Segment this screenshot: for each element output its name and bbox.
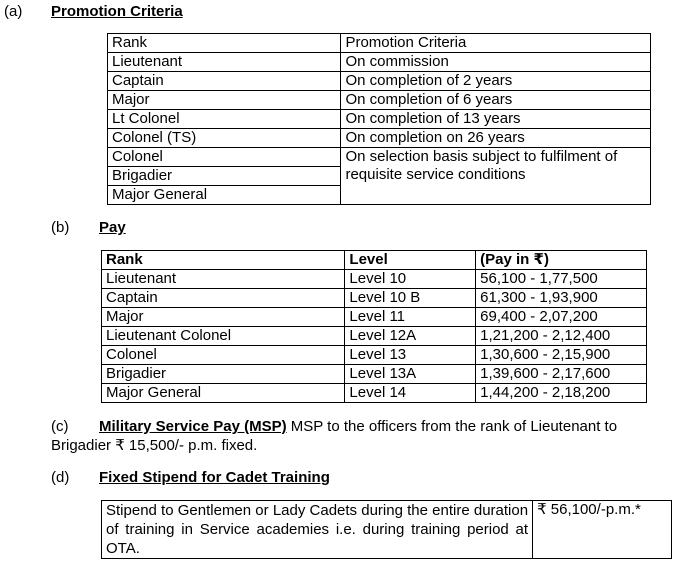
rank-cell: Lieutenant Colonel [102,327,345,346]
rank-cell: Major [108,91,341,110]
section-c-line2: Brigadier ₹ 15,500/- p.m. fixed. [51,437,258,454]
rank-cell: Brigadier [102,365,345,384]
pay-cell: 1,21,200 - 2,12,400 [476,327,647,346]
level-cell: Level 10 [345,270,476,289]
rank-cell: Lieutenant [102,270,345,289]
pay-cell: 1,39,600 - 2,17,600 [476,365,647,384]
table-row [108,53,651,72]
table-row [102,270,647,289]
level-cell: Level 13 [345,346,476,365]
table-row [108,91,651,110]
stipend-table [101,500,672,559]
table-row [102,327,647,346]
criteria-cell: On completion of 6 years [341,91,651,110]
section-b-marker: (b) [51,219,70,236]
criteria-cell: On completion of 2 years [341,72,651,91]
header-cell: Level [345,251,476,270]
pay-cell: 1,44,200 - 2,18,200 [476,384,647,403]
table-row [102,289,647,308]
table-row [102,501,672,559]
table-header-row [108,34,651,53]
rank-cell: Colonel [102,346,345,365]
pay-cell: 1,30,600 - 2,15,900 [476,346,647,365]
table-row [108,129,651,148]
level-cell: Level 10 B [345,289,476,308]
promotion-criteria-table [107,33,651,205]
table-header-row [102,251,647,270]
criteria-cell: On completion of 13 years [341,110,651,129]
level-cell: Level 14 [345,384,476,403]
pay-cell: 61,300 - 1,93,900 [476,289,647,308]
header-cell: Rank [108,34,341,53]
pay-cell: 56,100 - 1,77,500 [476,270,647,289]
level-cell: Level 13A [345,365,476,384]
pay-cell: 69,400 - 2,07,200 [476,308,647,327]
section-c-text: MSP to the officers from the rank of Lieutenant to [290,418,618,435]
section-a-marker: (a) [4,3,23,20]
rank-cell: Colonel (TS) [108,129,341,148]
rank-cell: Major [102,308,345,327]
section-a-heading: Promotion Criteria [51,3,183,20]
header-cell: Promotion Criteria [341,34,651,53]
criteria-cell: On completion on 26 years [341,129,651,148]
table-row [108,110,651,129]
rank-cell: Brigadier [108,167,341,186]
rank-cell: Captain [108,72,341,91]
table-row [108,72,651,91]
rank-cell: Captain [102,289,345,308]
level-cell: Level 12A [345,327,476,346]
table-row [102,308,647,327]
rank-cell: Lieutenant [108,53,341,72]
header-cell: (Pay in ₹) [476,251,647,270]
table-row [102,384,647,403]
criteria-cell: On commission [341,53,651,72]
section-d-heading: Fixed Stipend for Cadet Training [99,469,330,486]
rank-cell: Major General [108,186,341,205]
rank-cell: Lt Colonel [108,110,341,129]
section-c-heading: Military Service Pay (MSP) [99,418,287,435]
header-cell: Rank [102,251,345,270]
pay-table [101,250,647,403]
stipend-amount-cell: ₹ 56,100/-p.m.* [533,501,672,559]
section-c-line1 [99,418,617,436]
rank-cell: Colonel [108,148,341,167]
table-row [108,148,651,167]
table-row [102,346,647,365]
level-cell: Level 11 [345,308,476,327]
selection-criteria-cell: On selection basis subject to fulfilment of requisite service conditions [341,148,651,205]
section-c-marker: (c) [51,418,69,435]
section-b-heading: Pay [99,219,126,236]
table-row [102,365,647,384]
section-d-marker: (d) [51,469,70,486]
rank-cell: Major General [102,384,345,403]
stipend-description-cell: Stipend to Gentlemen or Lady Cadets during the entire duration of training in Service academies i.e. during training period at OTA. [102,501,533,559]
